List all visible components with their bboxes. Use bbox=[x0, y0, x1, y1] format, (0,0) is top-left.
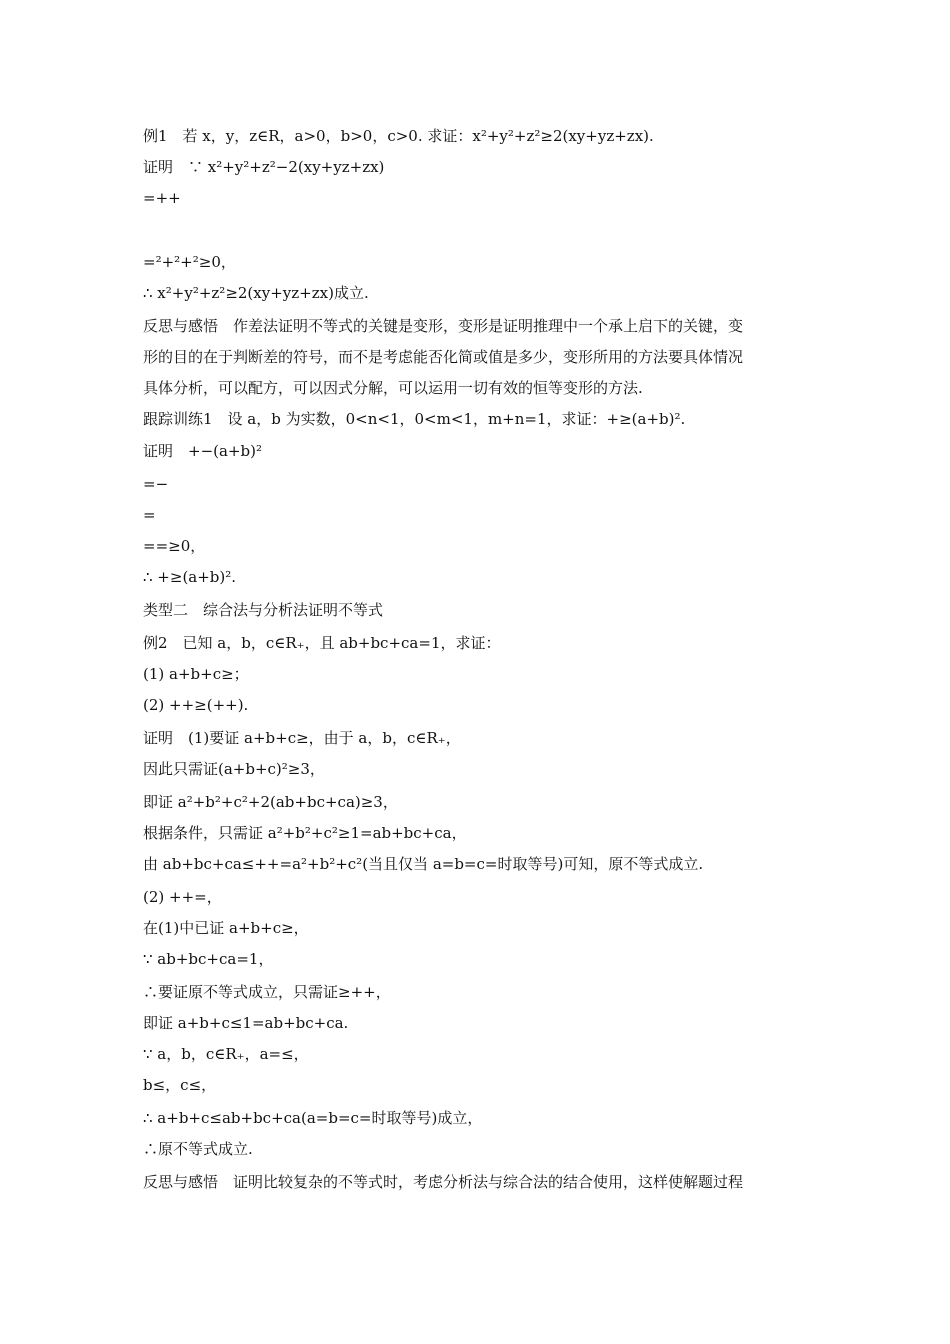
example-1-statement: 例1 若 x，y，z∈R，a>0，b>0，c>0. 求证：x²+y²+z²≥2(xy+yz+zx). bbox=[143, 127, 654, 145]
proof-line: 即证 a²+b²+c²+2(ab+bc+ca)≥3， bbox=[143, 793, 398, 811]
proof-line: 证明 ∵ x²+y²+z²−2(xy+yz+zx) bbox=[143, 158, 385, 176]
proof-conclusion: ∴ +≥(a+b)². bbox=[143, 568, 237, 586]
example-2-statement: 例2 已知 a，b，c∈R₊，且 ab+bc+ca=1，求证： bbox=[143, 634, 501, 652]
proof-line: 根据条件，只需证 a²+b²+c²≥1=ab+bc+ca， bbox=[143, 824, 467, 842]
proof-line: 即证 a+b+c≤1=ab+bc+ca. bbox=[143, 1014, 349, 1032]
proof-conclusion: ∴原不等式成立. bbox=[143, 1140, 253, 1158]
proof-conclusion: ∴ x²+y²+z²≥2(xy+yz+zx)成立. bbox=[143, 284, 369, 302]
proof-line: ∵ ab+bc+ca=1， bbox=[143, 950, 274, 968]
proof-line: 因此只需证(a+b+c)²≥3， bbox=[143, 760, 325, 778]
reflection-paragraph: 形的目的在于判断差的符号，而不是考虑能否化简或值是多少，变形所用的方法要具体情况 bbox=[143, 348, 744, 366]
reflection-paragraph: 反思与感悟 证明比较复杂的不等式时，考虑分析法与综合法的结合使用，这样使解题过程 bbox=[143, 1173, 744, 1191]
reflection-paragraph: 具体分析，可以配方，可以因式分解，可以运用一切有效的恒等变形的方法. bbox=[143, 379, 643, 397]
proof-line: =²+²+²≥0， bbox=[143, 253, 236, 271]
proof-line: 证明 (1)要证 a+b+c≥，由于 a，b，c∈R₊， bbox=[143, 729, 461, 747]
example-2-part-2: (2) ++≥(++). bbox=[143, 696, 249, 714]
proof-line: 证明 +−(a+b)² bbox=[143, 442, 262, 460]
example-2-part-1: (1) a+b+c≥； bbox=[143, 665, 249, 683]
proof-line: = bbox=[143, 506, 156, 524]
section-heading: 类型二 综合法与分析法证明不等式 bbox=[143, 601, 384, 619]
proof-line: ==≥0， bbox=[143, 537, 206, 555]
practice-1-statement: 跟踪训练1 设 a，b 为实数，0<n<1，0<m<1，m+n=1，求证：+≥(a+b)². bbox=[143, 410, 686, 428]
proof-line: =− bbox=[143, 475, 169, 493]
proof-line: ∴要证原不等式成立，只需证≥++， bbox=[143, 983, 391, 1001]
proof-line: (2) ++=， bbox=[143, 888, 222, 906]
proof-line: b≤，c≤， bbox=[143, 1076, 217, 1094]
proof-line: ∵ a，b，c∈R₊，a=≤， bbox=[143, 1045, 309, 1063]
proof-line: =++ bbox=[143, 189, 181, 207]
proof-line: ∴ a+b+c≤ab+bc+ca(a=b=c=时取等号)成立， bbox=[143, 1109, 483, 1127]
proof-line: 由 ab+bc+ca≤++=a²+b²+c²(当且仅当 a=b=c=时取等号)可知，原不等式成立. bbox=[143, 855, 704, 873]
reflection-paragraph: 反思与感悟 作差法证明不等式的关键是变形，变形是证明推理中一个承上启下的关键，变 bbox=[143, 317, 744, 335]
proof-line: 在(1)中已证 a+b+c≥， bbox=[143, 919, 309, 937]
